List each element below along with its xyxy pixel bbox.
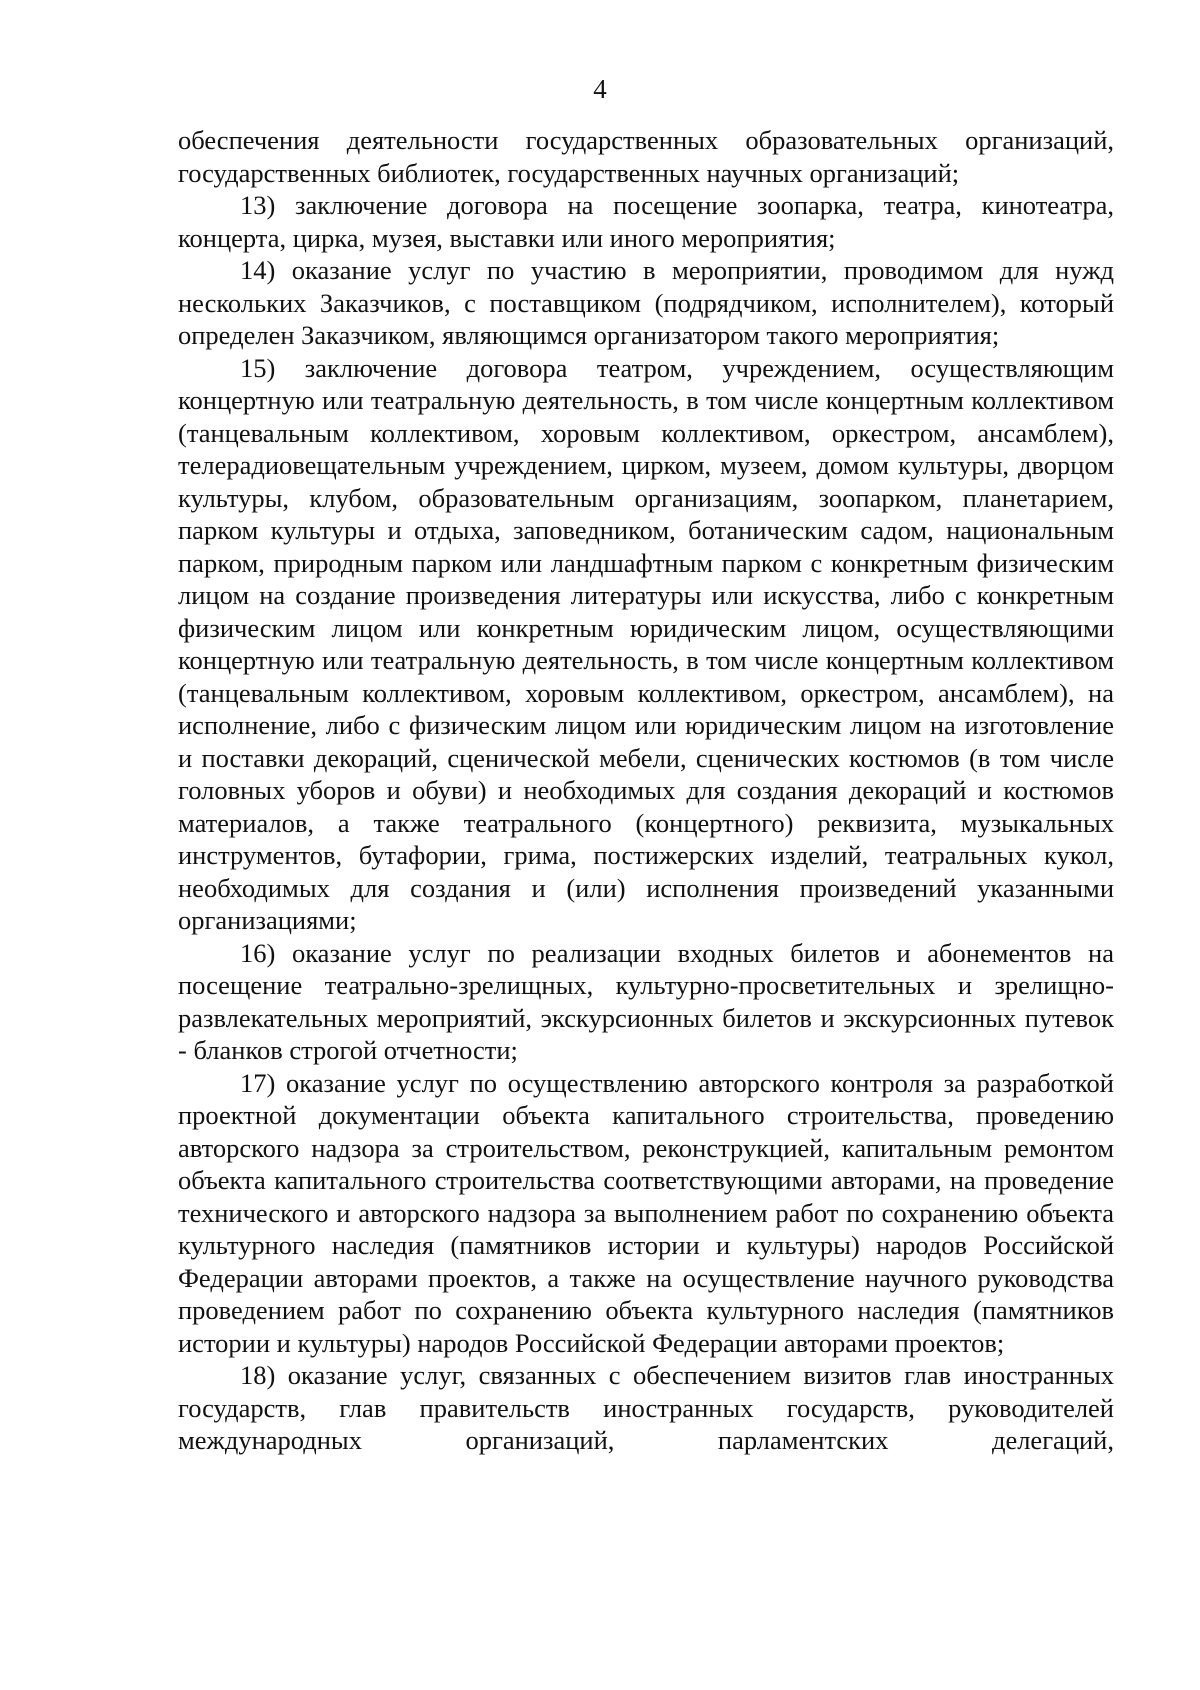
- document-body: [178, 124, 1114, 1457]
- paragraph-1: обеспечения деятельности государственных образовательных организаций, государственных библиотек, государственных научных организаций;: [178, 125, 1114, 188]
- paragraph-item-17: 17) оказание услуг по осуществлению авторского контроля за разработкой проектной документации объекта капитального строительства, проведению авторского надзора за строительством, реконструкцией, капитальным ремонтом объекта капитального строительства соответствующими авторами, на проведение технического и авторского надзора за выполнением работ по сохранению объекта культурного наследия (памятников истории и культуры) народов Российской Федерации авторами проектов, а также на осуществление научного руководства проведением работ по сохранению объекта культурного наследия (памятников истории и культуры) народов Российской Федерации авторами проектов;: [178, 1067, 1114, 1358]
- paragraph-item-13: 13) заключение договора на посещение зоопарка, театра, кинотеатра, концерта, цирка, музея, выставки или иного мероприятия;: [178, 190, 1114, 253]
- paragraph-item-15: 15) заключение договора театром, учреждением, осуществляющим концертную или театральную деятельность, в том числе концертным коллективом (танцевальным коллективом, хоровым коллективом, оркестром, ансамблем), телерадиовещательным учреждением, цирком, музеем, домом культуры, дворцом культуры, клубом, образовательным организациям, зоопарком, планетарием, парком культуры и отдыха, заповедником, ботаническим садом, национальным парком, природным парком или ландшафтным парком с конкретным физическим лицом на создание произведения литературы или искусства, либо с конкретным физическим лицом или конкретным юридическим лицом, осуществляющими концертную или театральную деятельность, в том числе концертным коллективом (танцевальным коллективом, хоровым коллективом, оркестром, ансамблем), на исполнение, либо с физическим лицом или юридическим лицом на изготовление и поставки декораций, сценической мебели, сценических костюмов (в том числе головных уборов и обуви) и необходимых для создания декораций и костюмов материалов, а также театрального (концертного) реквизита, музыкальных инструментов, бутафории, грима, постижерских изделий, театральных кукол, необходимых для создания и (или) исполнения произведений указанными организациями;: [178, 352, 1114, 935]
- page-number: 4: [593, 74, 607, 104]
- paragraph-item-14: 14) оказание услуг по участию в мероприятии, проводимом для нужд нескольких Заказчиков, с поставщиком (подрядчиком, исполнителем), который определен Заказчиком, являющимся организатором такого мероприятия;: [178, 255, 1114, 350]
- paragraph-item-18: 18) оказание услуг, связанных с обеспечением визитов глав иностранных государств, глав правительств иностранных государств, руководителей международных организаций, парламентских делегаций,: [178, 1360, 1114, 1455]
- paragraph-item-16: 16) оказание услуг по реализации входных билетов и абонементов на посещение театрально-зрелищных, культурно-просветительных и зрелищно-развлекательных мероприятий, экскурсионных билетов и экскурсионных путевок - бланков строгой отчетности;: [178, 937, 1114, 1065]
